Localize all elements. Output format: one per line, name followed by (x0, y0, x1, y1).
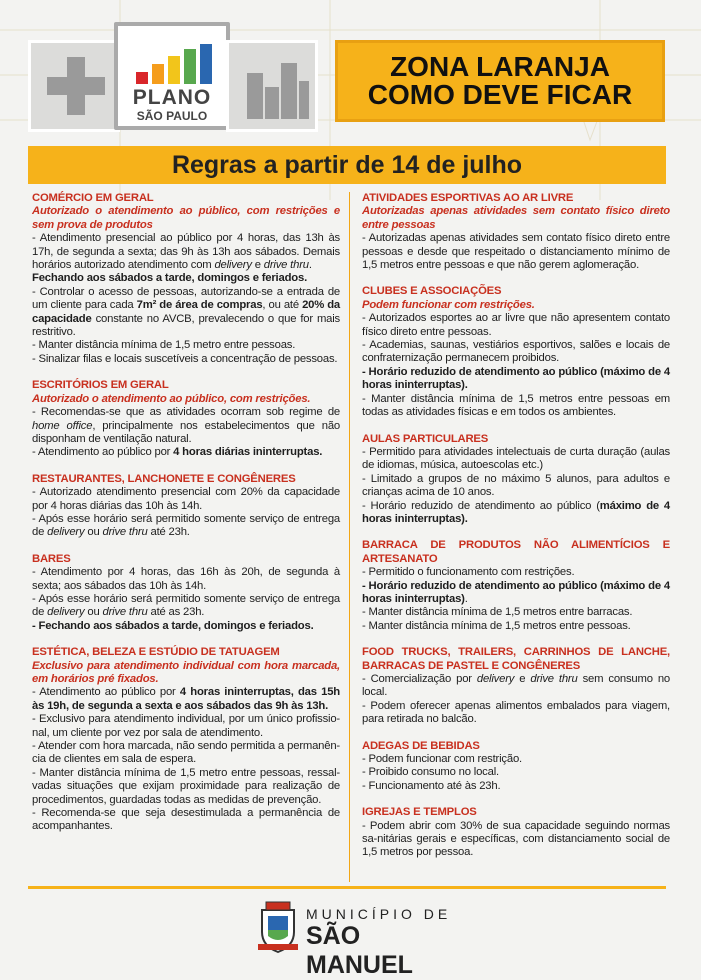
section-title: BARRACA DE PRODUTOS NÃO ALIMENTÍCIOS E ARTESANATO (362, 539, 670, 565)
paragraph: - Autorizado atendimento presencial com 20% da capacidade por 4 horas diárias das 10h às 14h. (32, 486, 340, 512)
paragraph: - Manter distância mínima de 1,5 metros entre pessoas. (362, 619, 631, 632)
city-crest-icon (254, 900, 302, 954)
plano-subtitle: SÃO PAULO (136, 109, 208, 123)
paragraph: - Após esse horário será permitido somente serviço de entrega de delivery ou drive thru até 23h. (32, 512, 340, 539)
section-title: FOOD TRUCKS, TRAILERS, CARRINHOS DE LANCHE, BARRACAS DE PASTEL E CONGÊNERES (362, 646, 670, 672)
plano-sao-paulo-logo (22, 22, 334, 132)
paragraph: - Limitado a grupos de no máximo 5 alunos, para adultos e crianças acima de 10 anos. (362, 472, 670, 499)
section-title: AULAS PARTICULARES (362, 432, 489, 445)
paragraph: - Atendimento ao público por 4 horas ininterruptas, das 15h às 19h, de segunda a sexta e aos sábados das 9h às 13h. (32, 686, 340, 712)
building-icon (226, 40, 318, 132)
section-title: CLUBES E ASSOCIAÇÕES (362, 285, 502, 298)
section-esportivas (362, 192, 670, 272)
plano-logo-box (114, 22, 230, 130)
paragraph: - Permitido o funcionamento com restrições. (362, 566, 575, 579)
section-title: COMÉRCIO EM GERAL (32, 192, 154, 204)
paragraph: - Permitido para atividades intelectuais de curta duração (aulas de idiomas, música, autoescolas etc.) (362, 445, 670, 472)
section-estetica (32, 646, 340, 834)
paragraph: - Exclusivo para atendimento individual, por um único profissio-nal, um cliente por vez por sala de atendimento. (32, 713, 340, 739)
section-subtitle: Autorizado o atendimento ao público, com restrições e sem prova de produtos (32, 205, 340, 231)
paragraph: - Podem oferecer apenas alimentos embalados para viagem, para retirada no balcão. (362, 699, 670, 726)
section-title: ESCRITÓRIOS EM GERAL (32, 379, 169, 392)
paragraph: - Manter distância mínima de 1,5 metro entre pessoas, ressal-vadas situações que exijam proximidade para realização de procedimentos, guardadas todas as medidas de prevenção. (32, 766, 340, 806)
paragraph: - Funcionamento até às 23h. (362, 779, 501, 792)
section-comercio (32, 192, 340, 366)
section-subtitle: Autorizadas apenas atividades sem contato físico direto entre pessoas (362, 205, 670, 231)
bar-chart-icon (136, 44, 214, 84)
paragraph: - Academias, saunas, vestiários esportivos, salões e locais de confraternização permanecem proibidos. (362, 339, 670, 365)
paragraph: - Podem abrir com 30% de sua capacidade seguindo normas sa-nitárias gerais e específicas, com distanciamento social de 1,5 metros por pessoa. (362, 819, 670, 859)
section-title: RESTAURANTES, LANCHONETE E CONGÊNERES (32, 472, 296, 485)
section-title: ADEGAS DE BEBIDAS (362, 739, 480, 752)
section-escritorios (32, 379, 340, 459)
right-column (362, 192, 670, 873)
paragraph: - Atendimento ao público por 4 horas diárias ininterruptas. (32, 446, 323, 459)
zona-subtitle: COMO DEVE FICAR (367, 79, 633, 110)
city-name: SÃO MANUEL (306, 922, 413, 979)
section-clubes (362, 285, 670, 419)
paragraph: - Atendimento presencial ao público por 4 horas, das 13h às 17h, de segunda a sexta; das 9h às 13h aos sábados. Demais horários autorizado atendimento com delivery e drive thru. (32, 232, 340, 272)
section-subtitle: Podem funcionar com restrições. (362, 298, 535, 311)
section-barraca (362, 539, 670, 633)
section-restaurantes (32, 473, 340, 540)
paragraph: - Recomendas-se que as atividades ocorram sob regime de home office, principalmente nos estabelecimentos que não disponham de ventilação natural. (32, 406, 340, 445)
section-subtitle: Autorizado o atendimento ao público, com restrições. (32, 392, 311, 405)
section-igrejas (362, 806, 670, 860)
municipio-label: MUNICÍPIO DE (306, 906, 452, 922)
paragraph: - Fechando aos sábados a tarde, domingos e feriados. (32, 619, 314, 632)
paragraph: - Sinalizar filas e locais suscetíveis a concentração de pessoas. (32, 352, 338, 365)
plano-title: PLANO (132, 86, 212, 109)
paragraph: - Manter distância mínima de 1,5 metros entre barracas. (362, 606, 633, 619)
paragraph: - Proibido consumo no local. (362, 766, 499, 779)
paragraph: - Podem funcionar com restrição. (362, 753, 522, 766)
left-column (32, 192, 340, 847)
section-title: IGREJAS E TEMPLOS (362, 806, 477, 819)
section-subtitle: Exclusivo para atendimento individual com hora marcada, em horários pré fixados. (32, 659, 340, 685)
zona-laranja-banner (335, 40, 665, 122)
paragraph: - Atender com hora marcada, não sendo permitida a permanên-cia de clientes em sala de espera. (32, 740, 340, 766)
paragraph: - Horário reduzido de atendimento ao público (máximo de 4 horas ininterruptas). (362, 499, 670, 525)
paragraph: - Controlar o acesso de pessoas, autorizando-se a entrada de um cliente para cada 7m² de área de compras, ou até 20% da capacidade constante no AVCB, prevalecendo o que for mais restritivo. (32, 285, 341, 339)
section-title: ATIVIDADES ESPORTIVAS AO AR LIVRE (362, 192, 574, 204)
section-adegas (362, 740, 670, 794)
paragraph: - Horário reduzido de atendimento ao público (máximo de 4 horas ininterruptas). (362, 579, 670, 605)
section-food-trucks (362, 646, 670, 726)
paragraph: - Autorizadas apenas atividades sem contato físico direto entre pessoas e desde que respeitado o distanciamento mínimo de 1,5 metros entre pessoas e que não gerem aglomeração. (362, 232, 670, 272)
section-title: ESTÉTICA, BELEZA E ESTÚDIO DE TATUAGEM (32, 646, 280, 659)
paragraph: - Comercialização por delivery e drive thru sem consumo no local. (362, 673, 671, 699)
section-title: BARES (32, 552, 71, 565)
paragraph: - Recomenda-se que seja desestimulada a permanência de acompanhantes. (32, 807, 340, 833)
paragraph: - Horário reduzido de atendimento ao público (máximo de 4 horas ininterruptas). (362, 365, 670, 392)
plus-icon (28, 40, 120, 132)
section-aulas (362, 433, 670, 527)
rules-date-banner: Regras a partir de 14 de julho (28, 146, 666, 184)
bottom-divider (28, 886, 666, 889)
column-divider (349, 192, 350, 882)
paragraph: - Após esse horário será permitido somente serviço de entrega de delivery ou drive thru até as 23h. (32, 592, 340, 619)
zona-title: ZONA LARANJA (390, 51, 610, 82)
paragraph: - Manter distância mínima de 1,5 metros entre pessoas em todas as atividades físicas e em todos os ambientes. (362, 392, 670, 419)
paragraph: - Atendimento por 4 horas, das 16h às 20h, de segunda à sexta; aos sábados das 10h às 14h. (32, 566, 340, 592)
paragraph: - Autorizados esportes ao ar livre que não apresentem contato físico direto entre pessoas. (362, 312, 670, 338)
paragraph: Fechando aos sábados a tarde, domingos e feriados. (32, 272, 308, 285)
paragraph: - Manter distância mínima de 1,5 metro entre pessoas. (32, 339, 296, 352)
footer-municipio-logo (250, 898, 470, 979)
section-bares (32, 553, 340, 633)
